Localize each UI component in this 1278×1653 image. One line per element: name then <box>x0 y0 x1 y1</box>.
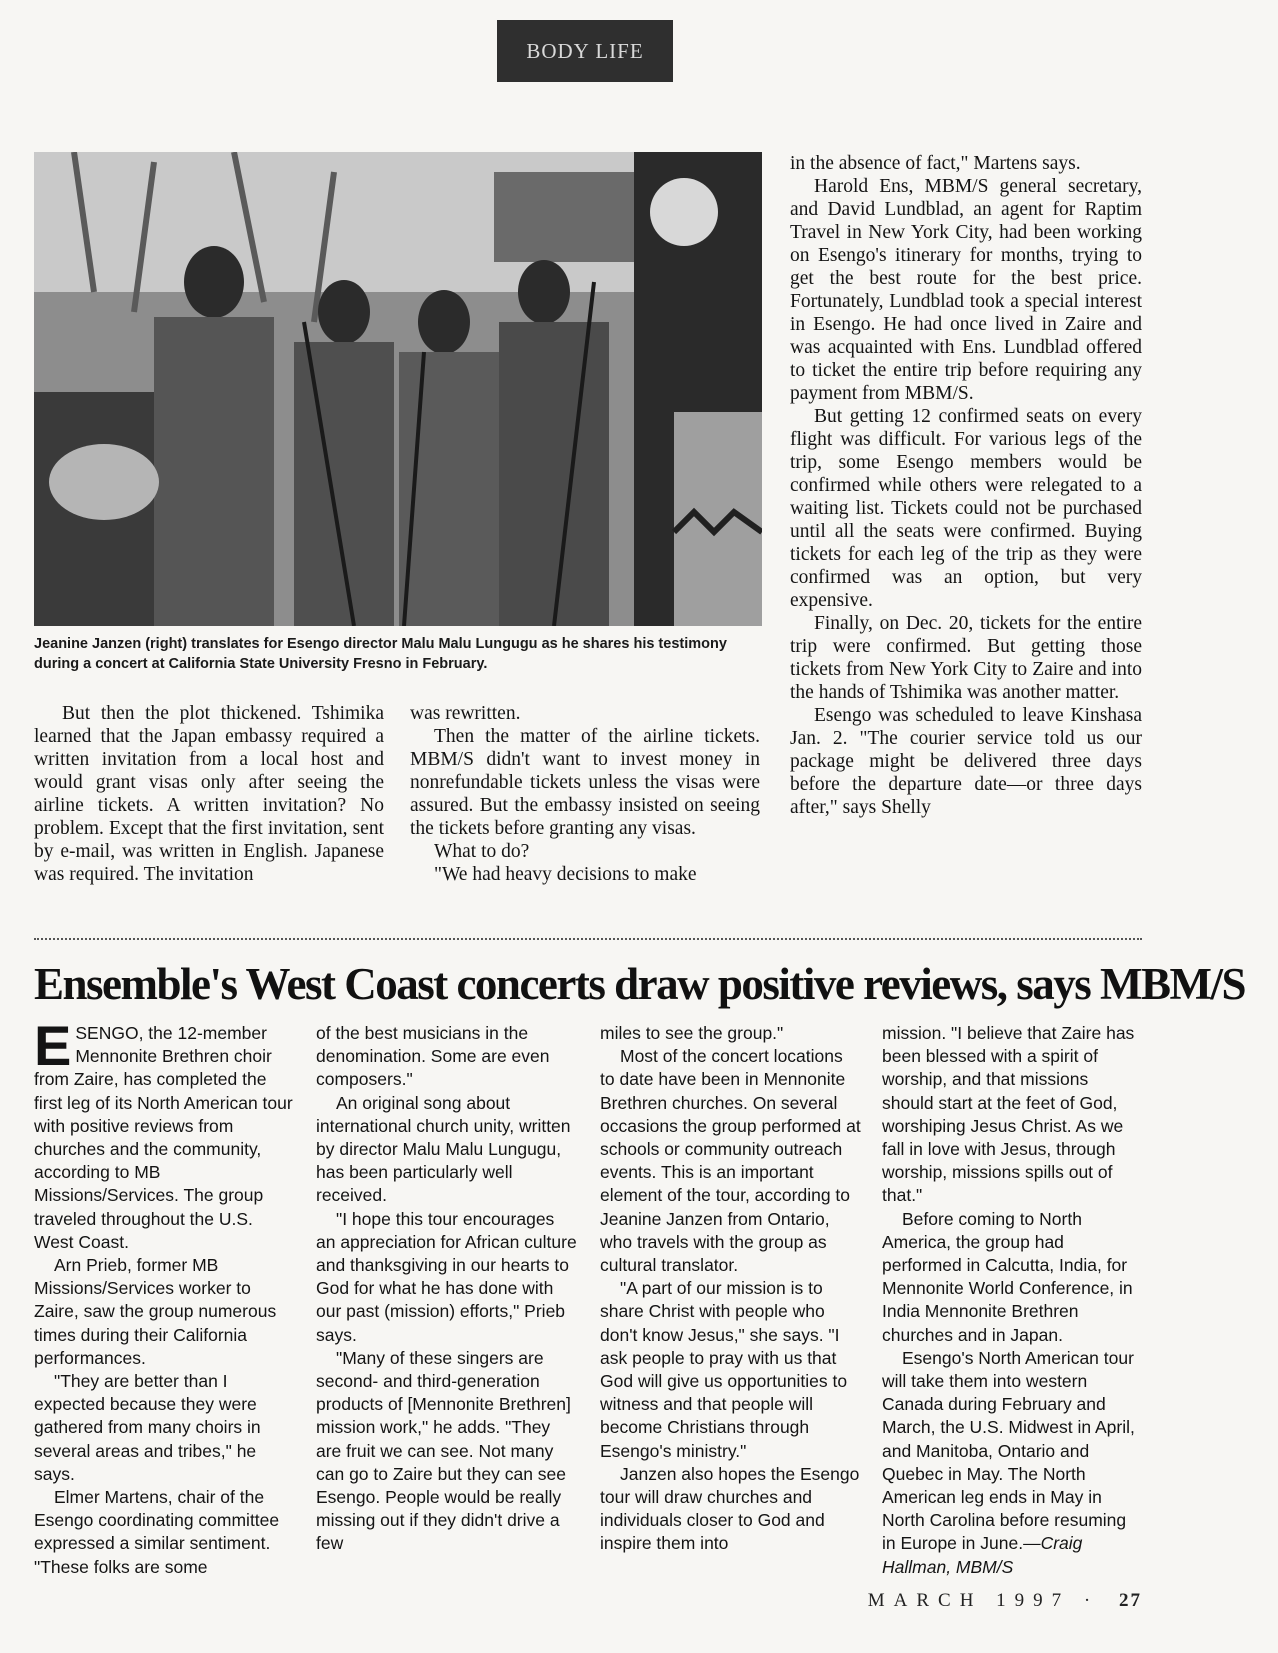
photo-caption: Jeanine Janzen (right) translates for Esengo director Malu Malu Lungugu as he shares his testimony during a concert at California State University Fresno in February. <box>34 636 727 672</box>
paragraph: What to do? <box>434 841 530 862</box>
paragraph: was rewritten. <box>410 703 521 724</box>
paragraph <box>882 1347 1144 1579</box>
byline: —Craig Hallman, MBM/S <box>882 1533 1083 1577</box>
article-column-2 <box>316 1022 578 1556</box>
paragraph: mission. "I believe that Zaire has been blessed with a spirit of worship, and that missions should start at the feet of God, worshiping Jesus Christ. As we fall in love with Jesus, through worship, missions spills out of that." <box>882 1023 1135 1206</box>
page-number: 27 <box>1119 1590 1142 1611</box>
photo-illustration <box>34 152 762 626</box>
article-column-3 <box>600 1022 862 1556</box>
paragraph: "They are better than I expected because they were gathered from many choirs in several areas and tribes," he says. <box>34 1371 261 1484</box>
paragraph: Arn Prieb, former MB Missions/Services worker to Zaire, saw the group numerous times during their California performances. <box>34 1255 277 1368</box>
paragraph: in the absence of fact," Martens says. <box>790 153 1081 174</box>
article-column-1 <box>34 1014 296 1579</box>
paragraph: Esengo was scheduled to leave Kinshasa Jan. 2. "The courier service told us our package might be delivered three days before the departure date—or three days after," says Shelly <box>790 705 1142 818</box>
paragraph: An original song about international church unity, written by director Malu Malu Lungugu, has been particularly well received. <box>316 1092 571 1206</box>
section-divider <box>34 938 1142 940</box>
lead-paragraph <box>34 1014 296 1254</box>
paragraph: But then the plot thickened. Tshimika learned that the Japan embassy required a written invitation from a local host and would grant visas only after seeing the airline tickets. A written invitation? No problem. Except that the first invitation, sent by e-mail, was written in English. Japanese was required. The invitation <box>34 703 384 885</box>
paragraph: Janzen also hopes the Esengo tour will draw churches and individuals closer to God and inspire them into <box>600 1463 860 1554</box>
closing-text: Esengo's North American tour will take them into western Canada during February and March, the U.S. Midwest in April, and Manitoba, Ontario and Quebec in May. The North American leg ends in May in North Carolina before resuming in Europe in June. <box>882 1347 1135 1554</box>
paragraph: miles to see the group." <box>600 1023 784 1043</box>
paragraph: Then the matter of the airline tickets. MBM/S didn't want to invest money in nonrefundable tickets unless the visas were assured. But the embassy insisted on seeing the tickets before granting any visas. <box>410 726 760 839</box>
story-column-3 <box>790 152 1142 819</box>
paragraph: "Many of these singers are second- and third-generation products of [Mennonite Brethren] mission work," he adds. "They are fruit we can see. Not many can go to Zaire but they can see Esengo. People would be really missing out if they didn't drive a few <box>316 1347 571 1554</box>
story-column-1 <box>34 702 384 886</box>
paragraph: But getting 12 confirmed seats on every flight was difficult. For various legs of the trip, some Esengo members would be confirmed while others were relegated to a waiting list. Tickets could not be purchased until all the seats were confirmed. Buying tickets for each leg of the trip as they were confirmed was an option, but very expensive. <box>790 406 1142 611</box>
page-footer <box>820 1590 1142 1612</box>
paragraph: "A part of our mission is to share Christ with people who don't know Jesus," she says. "I ask people to pray with us that God will give us opportunities to witness and that people will become Christians through Esengo's ministry." <box>600 1278 848 1461</box>
section-header: BODY LIFE <box>497 20 673 82</box>
paragraph: Harold Ens, MBM/S general secretary, and David Lundblad, an agent for Raptim Travel in New York City, had been working on Esengo's itinerary for months, trying to get the best route for the best price. Fortunately, Lundblad took a special interest in Esengo. He had once lived in Zaire and was acquainted with Ens. Lundblad offered to ticket the entire trip before requiring any payment from MBM/S. <box>790 176 1142 404</box>
story-column-2 <box>410 702 760 886</box>
paragraph: Elmer Martens, chair of the Esengo coordinating committee expressed a similar sentiment. "These folks are some <box>34 1487 280 1577</box>
issue-date: MARCH 1997 <box>867 1590 1071 1611</box>
paragraph: of the best musicians in the denomination. Some are even composers." <box>316 1023 550 1090</box>
footer-separator: · <box>1083 1590 1100 1611</box>
paragraph: Finally, on Dec. 20, tickets for the entire trip were confirmed. But getting those tickets from New York City to Zaire and into the hands of Tshimika was another matter. <box>790 613 1142 703</box>
paragraph: Before coming to North America, the group had performed in Calcutta, India, for Mennonite World Conference, in India Mennonite Brethren churches and in Japan. <box>882 1208 1133 1345</box>
paragraph: Most of the concert locations to date have been in Mennonite Brethren churches. On several occasions the group performed at schools or community outreach events. This is an important element of the tour, according to Jeanine Janzen from Ontario, who travels with the group as cultural translator. <box>600 1046 861 1276</box>
paragraph: "I hope this tour encourages an appreciation for African culture and thanksgiving in our hearts to God for what he has done with our past (mission) efforts," Prieb says. <box>316 1208 577 1345</box>
paragraph: "We had heavy decisions to make <box>434 864 697 885</box>
article-column-4 <box>882 1022 1144 1579</box>
drop-cap: E <box>34 1014 72 1077</box>
lead-text: SENGO, the 12-member Mennonite Brethren choir from Zaire, has completed the first leg of its North American tour with positive reviews from churches and the community, according to MB Missions/Services. The group traveled throughout the U.S. West Coast. <box>34 1023 293 1252</box>
article-headline: Ensemble's West Coast concerts draw positive reviews, says MBM/S <box>34 959 1245 1009</box>
concert-photo <box>34 152 762 626</box>
